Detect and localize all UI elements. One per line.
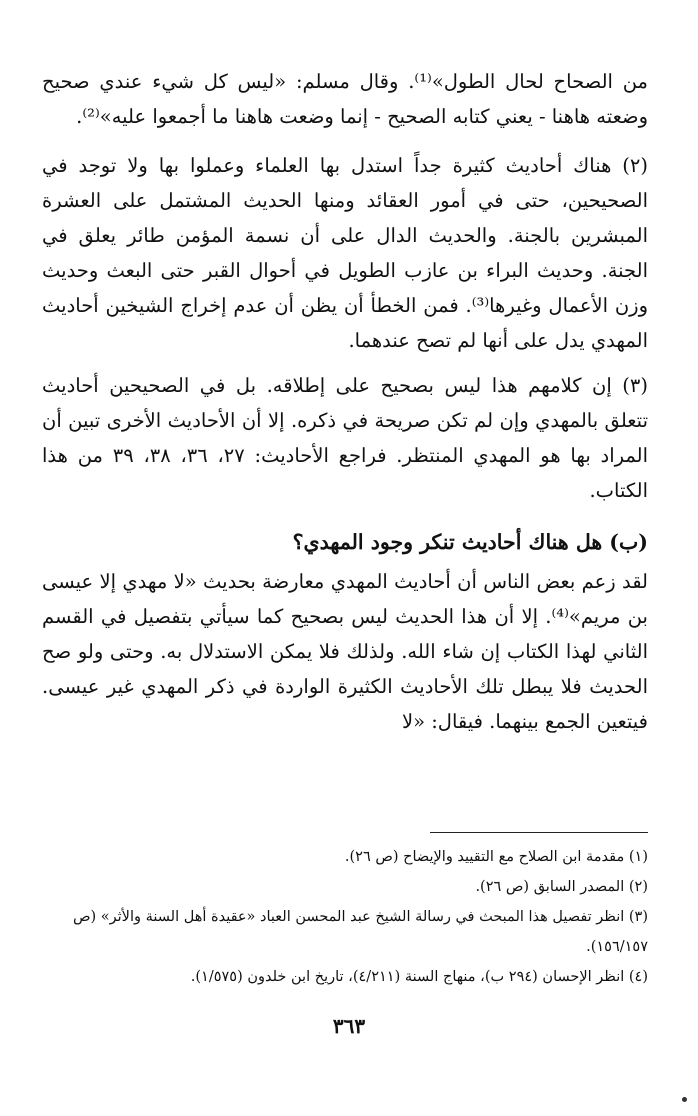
- page-body: [42, 64, 648, 739]
- footnote-2: (٢) المصدر السابق (ص ٢٦).: [475, 879, 648, 895]
- footnote-separator: [430, 832, 648, 833]
- page-number: ٣٦٣: [332, 1014, 366, 1038]
- scan-speck: [682, 1097, 687, 1102]
- section-heading: (ب) هل هناك أحاديث تنكر وجود المهدي؟: [292, 530, 648, 554]
- footnotes: [42, 842, 648, 992]
- paragraph-1: من الصحاح لحال الطول»⁽¹⁾. وقال مسلم: «ليس كل شيء عندي صحيح وضعته هاهنا - يعني كتابه الصحيح - إنما وضعت هاهنا ما أجمعوا عليه»⁽²⁾.: [42, 70, 648, 128]
- paragraph-4: لقد زعم بعض الناس أن أحاديث المهدي معارضة بحديث «لا مهدي إلا عيسى بن مريم»⁽⁴⁾. إلا أن هذا الحديث ليس بصحيح كما سيأتي بتفصيل في القسم الثاني لهذا الكتاب إن شاء الله. ولذلك فلا يمكن الاستدلال به. وحتى ولو صح الحديث فلا يبطل تلك الأحاديث الكثيرة الواردة في ذكر المهدي غير عيسى. فيتعين الجمع بينهما. فيقال: «لا: [42, 570, 648, 733]
- footnote-1: (١) مقدمة ابن الصلاح مع التقييد والإيضاح (ص ٢٦).: [344, 849, 648, 865]
- footnote-3: (٣) انظر تفصيل هذا المبحث في رسالة الشيخ عبد المحسن العباد «عقيدة أهل السنة والأثر» (ص ١٥٦/١٥٧).: [72, 909, 648, 955]
- paragraph-3: (٣) إن كلامهم هذا ليس بصحيح على إطلاقه. بل في الصحيحين أحاديث تتعلق بالمهدي وإن لم تكن صريحة في ذكره. إلا أن الأحاديث الأخرى تبين أن المراد بها هو المهدي المنتظر. فراجع الأحاديث: ٢٧، ٣٦، ٣٨، ٣٩ من هذا الكتاب.: [42, 374, 649, 502]
- paragraph-2: (٢) هناك أحاديث كثيرة جداً استدل بها العلماء وعملوا بها ولا توجد في الصحيحين، حتى في أمور العقائد ومنها الحديث المشتمل على العشرة المبشرين بالجنة. والحديث الدال على أن نسمة المؤمن طائر يعلق في الجنة. وحديث البراء بن عازب الطويل في أحوال القبر حتى البعث وحديث وزن الأعمال وغيرها⁽³⁾. فمن الخطأ أن يظن أن عدم إخراج الشيخين أحاديث المهدي يدل على أنها لم تصح عندهما.: [42, 154, 648, 352]
- footnote-4: (٤) انظر الإحسان (٢٩٤ ب)، منهاج السنة (٤/٢١١)، تاريخ ابن خلدون (١/٥٧٥).: [190, 969, 648, 985]
